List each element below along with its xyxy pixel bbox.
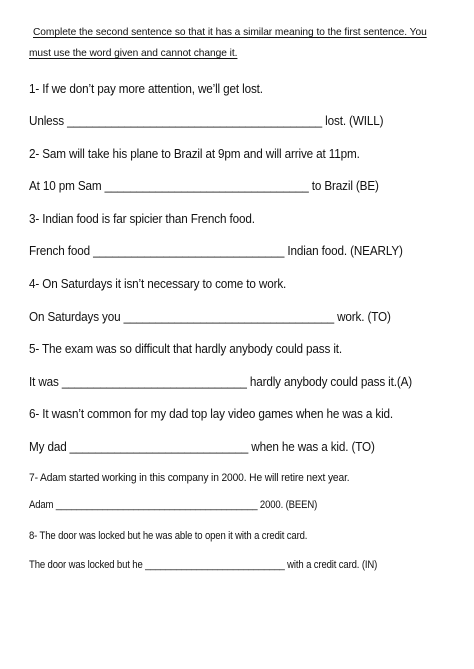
question-1: 1- If we don’t pay more attention, we’ll get lost. — [29, 82, 263, 96]
question-8: 8- The door was locked but he was able to open it with a credit card. — [29, 530, 308, 542]
answer-line-3: French food ______________________________ Indian food. (NEARLY) — [29, 244, 403, 258]
answer-line-2: At 10 pm Sam ________________________________ to Brazil (BE) — [29, 179, 379, 193]
answer-line-6: My dad ____________________________ when he was a kid. (TO) — [29, 440, 375, 454]
answer-line-8: The door was locked but he ___________________________ with a credit card. (IN) — [29, 559, 378, 571]
answer-line-5: It was _____________________________ hardly anybody could pass it.(A) — [29, 375, 413, 389]
question-5: 5- The exam was so difficult that hardly anybody could pass it. — [29, 342, 343, 356]
question-7: 7- Adam started working in this company in 2000. He will retire next year. — [29, 472, 350, 484]
instructions-line-1: Complete the second sentence so that it has a similar meaning to the first sentence. You — [33, 27, 427, 38]
answer-line-4: On Saturdays you _________________________________ work. (TO) — [29, 310, 391, 324]
instructions-line-2: must use the word given and cannot change it. — [29, 48, 238, 59]
question-2: 2- Sam will take his plane to Brazil at 9pm and will arrive at 11pm. — [29, 147, 360, 161]
question-4: 4- On Saturdays it isn’t necessary to come to work. — [29, 277, 287, 291]
question-6: 6- It wasn’t common for my dad top lay video games when he was a kid. — [29, 407, 394, 421]
question-3: 3- Indian food is far spicier than French food. — [29, 212, 255, 226]
answer-line-7: Adam _______________________________________ 2000. (BEEN) — [29, 499, 318, 511]
answer-line-1: Unless ________________________________________ lost. (WILL) — [29, 114, 384, 128]
